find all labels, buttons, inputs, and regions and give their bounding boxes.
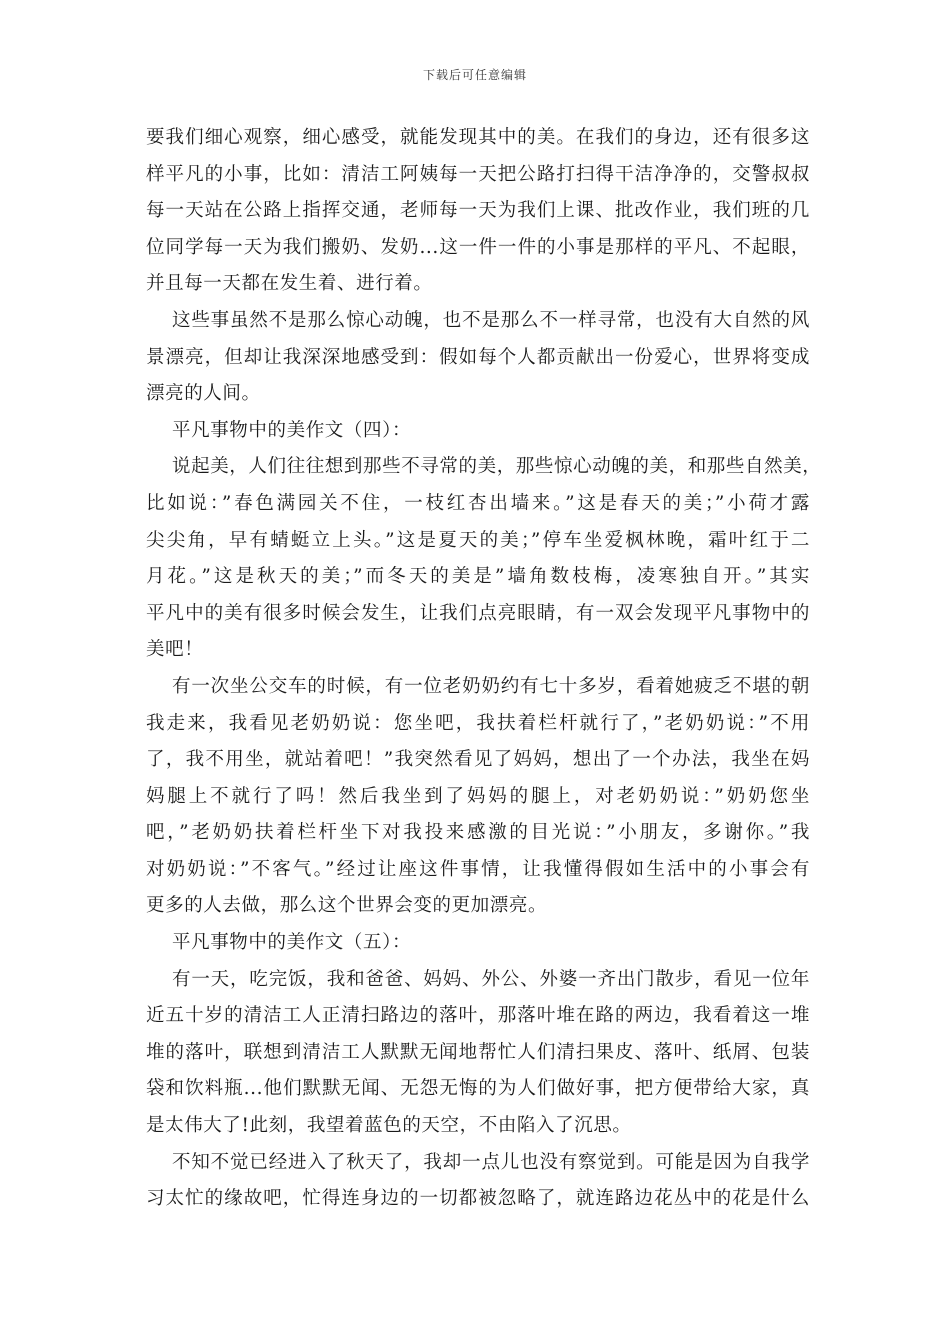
text-line: 说起美，人们往往想到那些不寻常的美，那些惊心动魄的美，和那些自然美， [172, 456, 822, 478]
text-line: 漂亮的人间。 [146, 383, 261, 405]
text-line: 有一次坐公交车的时候，有一位老奶奶约有七十多岁，看着她疲乏不堪的朝 [172, 675, 810, 697]
text-line: 有一天，吃完饭，我和爸爸、妈妈、外公、外婆一齐出门散步，看见一位年 [172, 968, 810, 990]
text-line: 并且每一天都在发生着、进行着。 [146, 273, 433, 295]
text-line: 了，我不用坐，就站着吧！”我突然看见了妈妈，想出了一个办法，我坐在妈 [146, 749, 810, 771]
text-line: 要我们细心观察，细心感受，就能发现其中的美。在我们的身边，还有很多这 [146, 127, 810, 148]
text-line: 习太忙的缘故吧，忙得连身边的一切都被忽略了，就连路边花丛中的花是什么 [146, 1188, 810, 1210]
text-line: 对奶奶说：”不客气。”经过让座这件事情，让我懂得假如生活中的小事会有 [146, 858, 810, 880]
text-line: 这些事虽然不是那么惊心动魄，也不是那么不一样寻常，也没有大自然的风 [172, 309, 810, 331]
page-header: 下载后可任意编辑 [422, 68, 527, 82]
document-body [146, 120, 822, 1218]
text-line: 尖尖角，早有蜻蜓立上头。”这是夏天的美；”停车坐爱枫林晚，霜叶红于二 [146, 529, 810, 551]
text-line: 样平凡的小事，比如：清洁工阿姨每一天把公路打扫得干洁净净的，交警叔叔 [146, 163, 810, 185]
text-line: 更多的人去做，那么这个世界会变的更加漂亮。 [146, 895, 548, 917]
text-line: 美吧！ [146, 639, 204, 661]
text-line: 位同学每一天为我们搬奶、发奶...这一件一件的小事是那样的平凡、不起眼， [146, 236, 810, 258]
text-line: 妈腿上不就行了吗！然后我坐到了妈妈的腿上，对老奶奶说：”奶奶您坐 [146, 785, 810, 807]
text-line: 吧，”老奶奶扶着栏杆坐下对我投来感激的目光说：”小朋友，多谢你。”我 [146, 822, 810, 844]
text-line: 比如说：”春色满园关不住，一枝红杏出墙来。”这是春天的美；”小荷才露 [146, 492, 810, 514]
text-line: 平凡事物中的美作文（五）： [172, 932, 412, 954]
text-line: 平凡事物中的美作文（四）： [172, 419, 412, 441]
text-line: 每一天站在公路上指挥交通，老师每一天为我们上课、批改作业，我们班的几 [146, 200, 810, 222]
text-line: 不知不觉已经进入了秋天了，我却一点儿也没有察觉到。可能是因为自我学 [172, 1151, 810, 1173]
text-line: 堆的落叶，联想到清洁工人默默无闻地帮忙人们清扫果皮、落叶、纸屑、包装 [146, 1041, 810, 1063]
text-line: 景漂亮，但却让我深深地感受到：假如每个人都贡献出一份爱心，世界将变成 [146, 346, 810, 368]
text-line: 月花。”这是秋天的美；”而冬天的美是”墙角数枝梅，凌寒独自开。”其实 [146, 566, 810, 588]
text-line: 袋和饮料瓶...他们默默无闻、无怨无悔的为人们做好事，把方便带给大家，真 [146, 1078, 810, 1100]
text-line: 平凡中的美有很多时候会发生，让我们点亮眼睛，有一双会发现平凡事物中的 [146, 602, 810, 624]
text-line: 我走来，我看见老奶奶说：您坐吧，我扶着栏杆就行了，”老奶奶说：”不用 [146, 712, 810, 734]
text-line: 是太伟大了!此刻，我望着蓝色的天空，不由陷入了沉思。 [146, 1115, 632, 1137]
text-line: 近五十岁的清洁工人正清扫路边的落叶，那落叶堆在路的两边，我看着这一堆 [146, 1005, 810, 1027]
